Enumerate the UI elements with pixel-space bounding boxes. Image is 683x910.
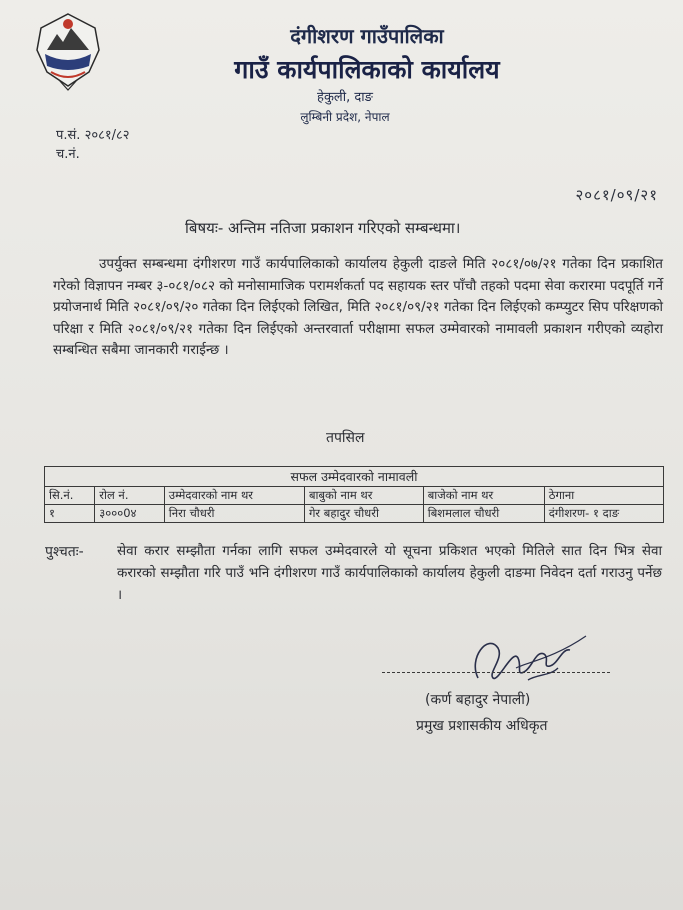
cell-roll: ३०००0४ — [95, 505, 164, 523]
cell-address: दंगीशरण- १ दाङ — [544, 505, 663, 523]
subject-line: बिषयः- अन्तिम नतिजा प्रकाशन गरिएको सम्बन्धमा। — [185, 219, 461, 237]
office-address: हेकुली, दाङ — [317, 90, 373, 105]
letter-date: २०८१/०९/२१ — [575, 186, 658, 204]
office-province: लुम्बिनी प्रदेश, नेपाल — [300, 110, 390, 124]
reference-block — [56, 126, 130, 164]
col-header-candidate: उम्मेदवारको नाम थर — [164, 487, 304, 505]
cell-father: गेर बहादुर चौधरी — [304, 505, 423, 523]
successful-candidates-table — [44, 466, 664, 523]
table-header-row — [45, 487, 664, 505]
table-row — [45, 505, 664, 523]
col-header-serial: सि.नं. — [45, 487, 95, 505]
tapsil-heading: तपसिल — [326, 430, 365, 446]
note-label: पुश्चतः- — [45, 544, 84, 560]
cell-candidate: निरा चौधरी — [164, 505, 304, 523]
cell-serial: १ — [45, 505, 95, 523]
col-header-grandfather: बाजेको नाम थर — [423, 487, 544, 505]
office-name: दंगीशरण गाउँपालिका — [290, 24, 444, 48]
col-header-roll: रोल नं. — [95, 487, 164, 505]
col-header-father: बाबुको नाम थर — [304, 487, 423, 505]
table-caption: सफल उम्मेदवारको नामावली — [45, 467, 664, 487]
signatory-title: प्रमुख प्रशासकीय अधिकृत — [416, 718, 548, 734]
body-paragraph: उपर्युक्त सम्बन्धमा दंगीशरण गाउँ कार्यपालिकाको कार्यालय हेकुली दाङले मिति २०८१/०७/२१ गतेका दिन प्रकाशित गरेको विज्ञापन नम्बर ३-०८१/०८२ को मनोसामाजिक परामर्शकर्ता पद सहायक स्तर पाँचौ तहको पदमा सेवा करारमा पदपूर्ति गर्ने प्रयोजनार्थ मिति २०८१/०९/२० गतेका दिन लिईएको लिखित, मिति २०८१/०९/२१ गतेका दिन लिईएको कम्प्युटर सिप परिक्षणको परिक्षा र मिति २०८१/०९/२१ गतेका दिन लिईएको अन्तरवार्ता परीक्षामा सफल उम्मेवारको नामावली प्रकाशन गरीएको व्यहोरा सम्बन्धित सबैमा जानकारी गराईन्छ । — [53, 256, 663, 358]
chalani-number: च.नं. — [56, 147, 80, 162]
emblem-logo — [33, 10, 103, 92]
body-text — [53, 254, 663, 362]
patra-sankhya: प.सं. २०८१/८२ — [56, 128, 130, 143]
handwritten-signature — [458, 628, 598, 688]
office-title: गाउँ कार्यपालिकाको कार्यालय — [234, 55, 500, 84]
signature-line — [382, 672, 610, 673]
col-header-address: ठेगाना — [544, 487, 663, 505]
signatory-name: (कर्ण बहादुर नेपाली) — [425, 692, 531, 708]
cell-grandfather: बिशमलाल चौधरी — [423, 505, 544, 523]
table-caption-row — [45, 467, 664, 487]
note-text: सेवा करार सम्झौता गर्नका लागि सफल उम्मेदवारले यो सूचना प्रकिशत भएको मितिले सात दिन भित्र सेवा करारको सम्झौता गरि पाउँ भनि दंगीशरण गाउँ कार्यपालिकाको कार्यालय हेकुली दाङमा निवेदन दर्ता गराउनु पर्नेछ । — [117, 543, 662, 603]
